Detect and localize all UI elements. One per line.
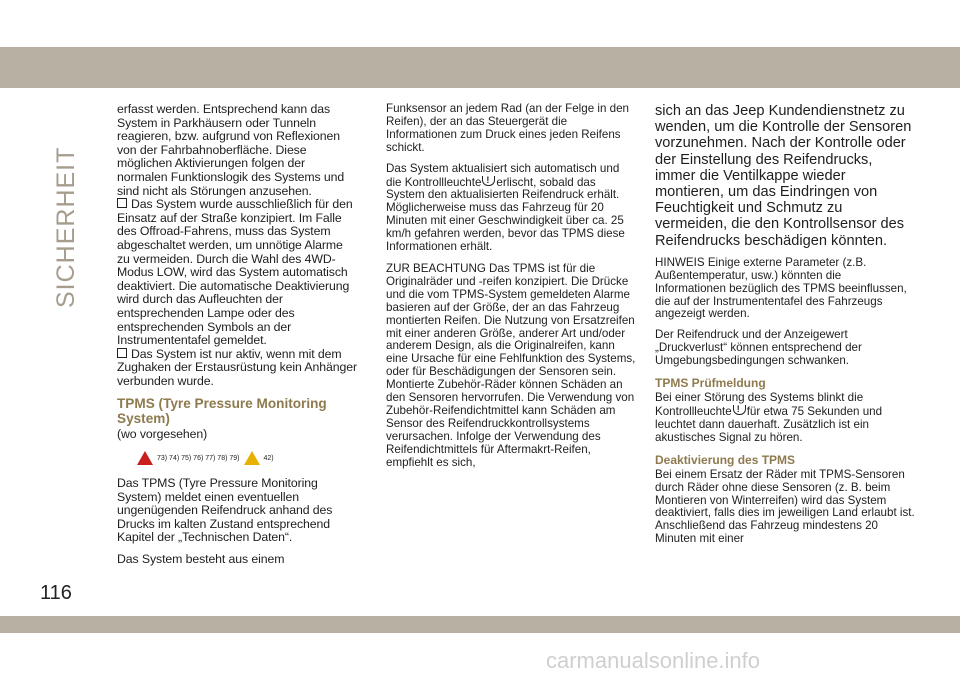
col1-bullet-1: Das System wurde ausschließlich für den Einsatz auf der Straße konzipiert. Im Falle des Offroad-Fahrens, muss das System abgeschaltet werden, um unnötige Alarme zu vermeiden. Durch die Wahl des 4WD-Modus LOW, wird das System automatisch deaktiviert. Die automatische Deaktivierung wird durch das Aufleuchten der entsprechenden Lampe oder des entsprechenden Symbols an der Instrumententafel gemeldet. bbox=[117, 197, 353, 348]
checkbox-bullet-icon bbox=[117, 198, 127, 208]
warning-refs-red[interactable]: 73) 74) 75) 76) 77) 78) 79) bbox=[157, 454, 240, 462]
tpms-subheading: (wo vorgesehen) bbox=[117, 427, 208, 442]
col1-paragraph-2: Das TPMS (Tyre Pressure Monitoring System) meldet einen eventuellen ungenügenden Reifendruck anhand des Drucks im kalten Zustand entsprechend Kapitel der „Technischen Daten“. bbox=[117, 476, 333, 545]
col1-paragraph-1: erfasst werden. Entsprechend kann das System in Parkhäusern oder Tunneln reagieren, bzw. aufgrund von Reflexionen von der Fahrbahnoberfläche. Diese möglichen Aktivierungen folgen der normalen Funktionslogik des Systems und sind nicht als Störungen anzusehen. bbox=[117, 102, 345, 198]
tpms-heading: TPMS (Tyre Pressure Monitoring System) bbox=[117, 396, 327, 427]
col3-paragraph-3: Der Reifendruck und der Anzeigewert „Druckverlust“ können entsprechend der Umgebungsbedingungen schwanken. bbox=[655, 328, 862, 368]
checkbox-bullet-icon bbox=[117, 348, 127, 358]
header-bar bbox=[0, 47, 960, 88]
red-warning-triangle-icon bbox=[137, 451, 153, 465]
column-2 bbox=[386, 103, 636, 469]
col1-paragraph-3: Das System besteht aus einem bbox=[117, 552, 285, 567]
col2-paragraph-2: Das System aktualisiert sich automatisch und die Kontrollleuchte! erlischt, sobald das System den aktualisierten Reifendruck erhält. Möglicherweise muss das Fahrzeug für 20 Minuten mit einer Geschwindigkeit über ca. 25 km/h gefahren werden, bevor das TPMS diese Informationen erhält. bbox=[386, 163, 636, 254]
col3-note: HINWEIS Einige externe Parameter (z.B. Außentemperatur, usw.) könnten die Informationen bezüglich des TPMS beeinflussen, die auf der Instrumententafel des Fahrzeugs angezeigt werden. bbox=[655, 255, 907, 321]
col3-paragraph-4: Bei einer Störung des Systems blinkt die Kontrollleuchte! für etwa 75 Sekunden und leuchtet dann dauerhaft. Zusätzlich ist ein akustisches Signal zu hören. bbox=[655, 392, 915, 445]
col3-paragraph-1: sich an das Jeep Kundendienstnetz zu wenden, um die Kontrolle der Sensoren vorzunehmen. Nach der Kontrolle oder der Einstellung des Reifendrucks, immer die Ventilkappe wieder montieren, um das Eindringen von Feuchtigkeit und Schmutz zu vermeiden, die den Kontrollsensor des Reifendrucks beschädigen könnten. bbox=[655, 103, 912, 249]
tire-pressure-warning-icon bbox=[733, 405, 746, 417]
yellow-warning-triangle-icon bbox=[244, 451, 260, 465]
col1-bullet-2: Das System ist nur aktiv, wenn mit dem Zughaken der Erstausrüstung kein Anhänger verbunden wurde. bbox=[117, 346, 357, 388]
warning-references bbox=[137, 451, 357, 465]
tpms-deactivation-heading: Deaktivierung des TPMS bbox=[655, 452, 796, 467]
col3-paragraph-5: Bei einem Ersatz der Räder mit TPMS-Sensoren durch Räder ohne diese Sensoren (z. B. beim Montieren von Winterreifen) wird das System deaktiviert, falls dies im jeweiligen Land erlaubt ist. Anschließend das Fahrzeug mindestens 20 Minuten mit einer bbox=[655, 467, 915, 546]
page-number: 116 bbox=[40, 582, 72, 604]
tire-pressure-warning-icon bbox=[482, 176, 495, 188]
warning-refs-yellow[interactable]: 42) bbox=[263, 454, 274, 462]
section-title: SICHERHEIT bbox=[52, 146, 80, 308]
col2-paragraph-3: ZUR BEACHTUNG Das TPMS ist für die Originalräder und -reifen konzipiert. Die Drücke und die vom TPMS-System gemeldeten Alarme basieren auf der Größe, der an das Fahrzeug montierten Reifen. Die Nutzung von Ersatzreifen mit einer anderen Größe, anderer Art und/oder anderem Design, als die Originalreifen, kann eine Ursache für eine Fehlfunktion des Systems, oder für Beschädigungen der Sensoren sein. Montierte Zubehör-Räder können Schäden an den Sensoren hervorrufen. Die Verwendung von Zubehör-Reifendichtmittel kann Schäden am Sensor des Reifendruckkontrollsystems verursachen. Infolge der Verwendung des Reifendichtmittels für Aftermakrt-Reifen, empfiehlt es sich, bbox=[386, 261, 636, 469]
section-tab bbox=[52, 146, 92, 308]
watermark[interactable]: carmanualsonline.info bbox=[546, 648, 761, 673]
footer-bar bbox=[0, 616, 960, 633]
column-1 bbox=[117, 103, 357, 567]
tpms-check-heading: TPMS Prüfmeldung bbox=[655, 376, 766, 391]
col2-paragraph-1: Funksensor an jedem Rad (an der Felge in den Reifen), der an das Steuergerät die Informationen zum Druck eines jeden Reifens schickt. bbox=[386, 102, 629, 154]
column-3 bbox=[655, 103, 915, 546]
